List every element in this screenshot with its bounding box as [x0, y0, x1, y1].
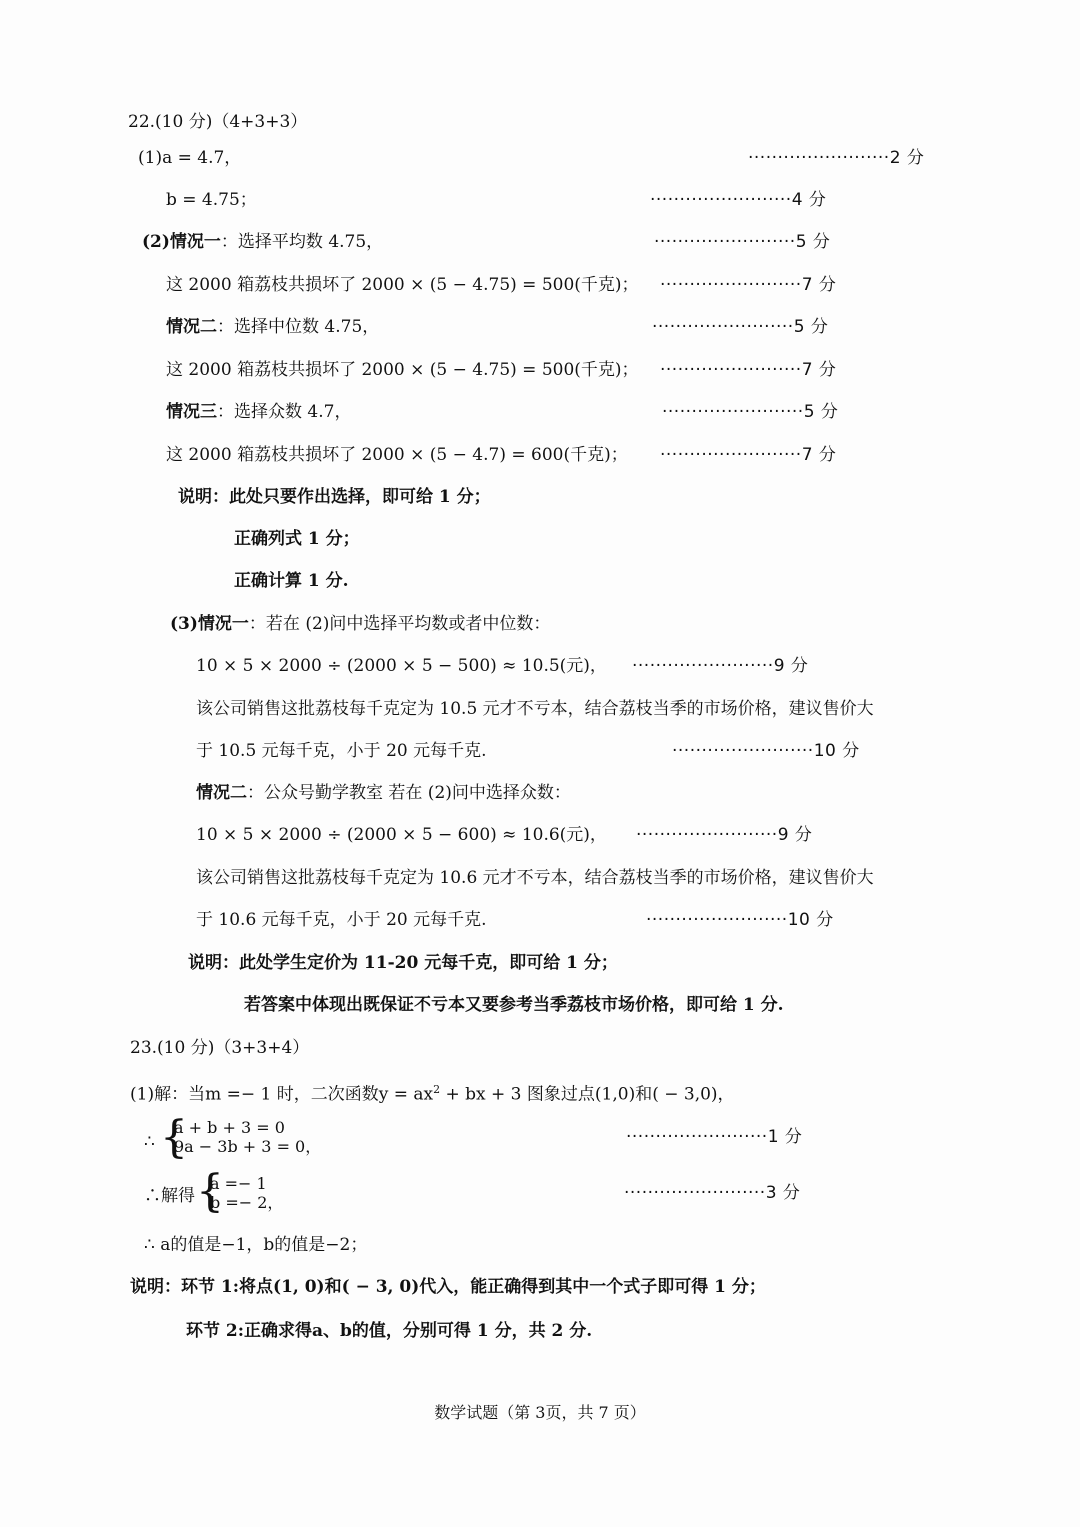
q22-case3-score: ························5 分: [662, 402, 839, 422]
q23-p1-intro-sup: 2: [433, 1083, 441, 1096]
q22-case3-calc-score: ························7 分: [660, 445, 837, 465]
q22-case3-calc: 这 2000 箱荔枝共损坏了 2000 × (5 − 4.7) = 600(千克)；: [166, 445, 628, 465]
q23-note2: 环节 2:正确求得a、b的值，分别可得 1 分，共 2 分.: [186, 1321, 593, 1341]
q22-case3-label: 情况三: [166, 402, 217, 422]
q23-result: ∴ a的值是−1，b的值是−2；: [144, 1235, 368, 1255]
q23-therefore1: ∴: [144, 1132, 155, 1152]
q22-part3-text: ：若在 (2)问中选择平均数或者中位数：: [248, 614, 551, 634]
q23-p1-intro-rest: + bx + 3 图象过点(1,0)和( − 3,0)，: [440, 1084, 735, 1105]
q22-p1a: (1)a = 4.7，: [138, 148, 242, 168]
q22-note2: 正确列式 1 分；: [234, 529, 360, 549]
q22-case2-score: ························5 分: [652, 317, 829, 337]
q22-case2-calc-score: ························7 分: [660, 360, 837, 380]
q23-header: 23.(10 分)（3+3+4）: [130, 1038, 310, 1058]
q23-eq1: a + b + 3 = 0: [174, 1118, 285, 1137]
q23-system: [174, 1118, 321, 1156]
page-footer: 数学试题（第 3页，共 7 页）: [434, 1403, 646, 1422]
q23-note1: 说明：环节 1:将点(1, 0)和( − 3, 0)代入，能正确得到其中一个式子即可得 1 分；: [130, 1277, 766, 1297]
q22-part3b-line1: 该公司销售这批荔枝每千克定为 10.6 元才不亏本，结合荔枝当季的市场价格，建议售价大: [196, 868, 874, 888]
q23-p1-intro-text: (1)解：当m =− 1 时，二次函数y = ax: [130, 1084, 434, 1105]
q22-note3: 正确计算 1 分.: [234, 571, 349, 591]
q22-case1-score: ························5 分: [654, 232, 831, 252]
q22-part3-line2: 于 10.5 元每千克，小于 20 元每千克.: [196, 741, 487, 761]
q22-part3-label: (3)情况一: [170, 614, 249, 634]
q22-part3: [170, 612, 550, 636]
q22-case1-calc-score: ························7 分: [660, 275, 837, 295]
q22-case2-calc: 这 2000 箱荔枝共损坏了 2000 × (5 − 4.75) = 500(千克)；: [166, 360, 639, 380]
q23-system-brace: {: [160, 1112, 188, 1163]
q22-part3b-calc: 10 × 5 × 2000 ÷ (2000 × 5 − 600) ≈ 10.6(元)，: [196, 825, 607, 845]
q22-note1: 说明：此处只要作出选择，即可给 1 分；: [178, 487, 491, 507]
q23-sol1: a =− 1: [210, 1174, 267, 1193]
q23-solution: [210, 1174, 283, 1212]
q22-case1-label: (2)情况一: [142, 232, 221, 252]
q22-case3: [166, 400, 351, 424]
q22-case1: [142, 230, 383, 254]
q22-case1-text: ：选择平均数 4.75，: [220, 232, 384, 252]
q22-note5: 若答案中体现出既保证不亏本又要参考当季荔枝市场价格，即可给 1 分.: [244, 995, 784, 1015]
q22-part3b: [196, 781, 571, 805]
q22-part3b-line2: 于 10.6 元每千克，小于 20 元每千克.: [196, 910, 487, 930]
q23-p1-intro: [130, 1078, 735, 1107]
q23-sol2: b =− 2，: [210, 1193, 284, 1212]
q22-p1a-score: ························2 分: [748, 148, 925, 168]
q23-sol-score: ························3 分: [624, 1183, 801, 1203]
q22-p1b: b = 4.75；: [166, 190, 257, 210]
q23-eq-score: ························1 分: [626, 1127, 803, 1147]
q22-part3b-calc-score: ························9 分: [636, 825, 813, 845]
q22-note4: 说明：此处学生定价为 11-20 元每千克，即可给 1 分；: [188, 953, 618, 973]
q22-case2-label: 情况二: [166, 317, 217, 337]
q22-case1-calc: 这 2000 箱荔枝共损坏了 2000 × (5 − 4.75) = 500(千克)；: [166, 275, 639, 295]
q22-part3b-text: ：公众号勤学教室 若在 (2)问中选择众数：: [247, 783, 571, 803]
q22-part3-calc: 10 × 5 × 2000 ÷ (2000 × 5 − 500) ≈ 10.5(元)，: [196, 656, 607, 676]
q23-therefore2: ∴解得: [144, 1186, 195, 1206]
q22-p1b-score: ························4 分: [650, 190, 827, 210]
q22-case2-text: ：选择中位数 4.75，: [217, 317, 380, 337]
q22-part3b-line2-score: ························10 分: [646, 910, 834, 930]
q23-solution-brace: {: [196, 1166, 224, 1217]
q22-part3-calc-score: ························9 分: [632, 656, 809, 676]
q22-case2: [166, 315, 379, 339]
q22-part3-line2-score: ························10 分: [672, 741, 860, 761]
q23-eq2: 9a − 3b + 3 = 0，: [174, 1137, 322, 1156]
q22-header: 22.(10 分)（4+3+3）: [128, 112, 308, 132]
q22-part3b-label: 情况二: [196, 783, 247, 803]
q22-part3-line1: 该公司销售这批荔枝每千克定为 10.5 元才不亏本，结合荔枝当季的市场价格，建议售价大: [196, 699, 874, 719]
q22-case3-text: ：选择众数 4.7，: [217, 402, 352, 422]
